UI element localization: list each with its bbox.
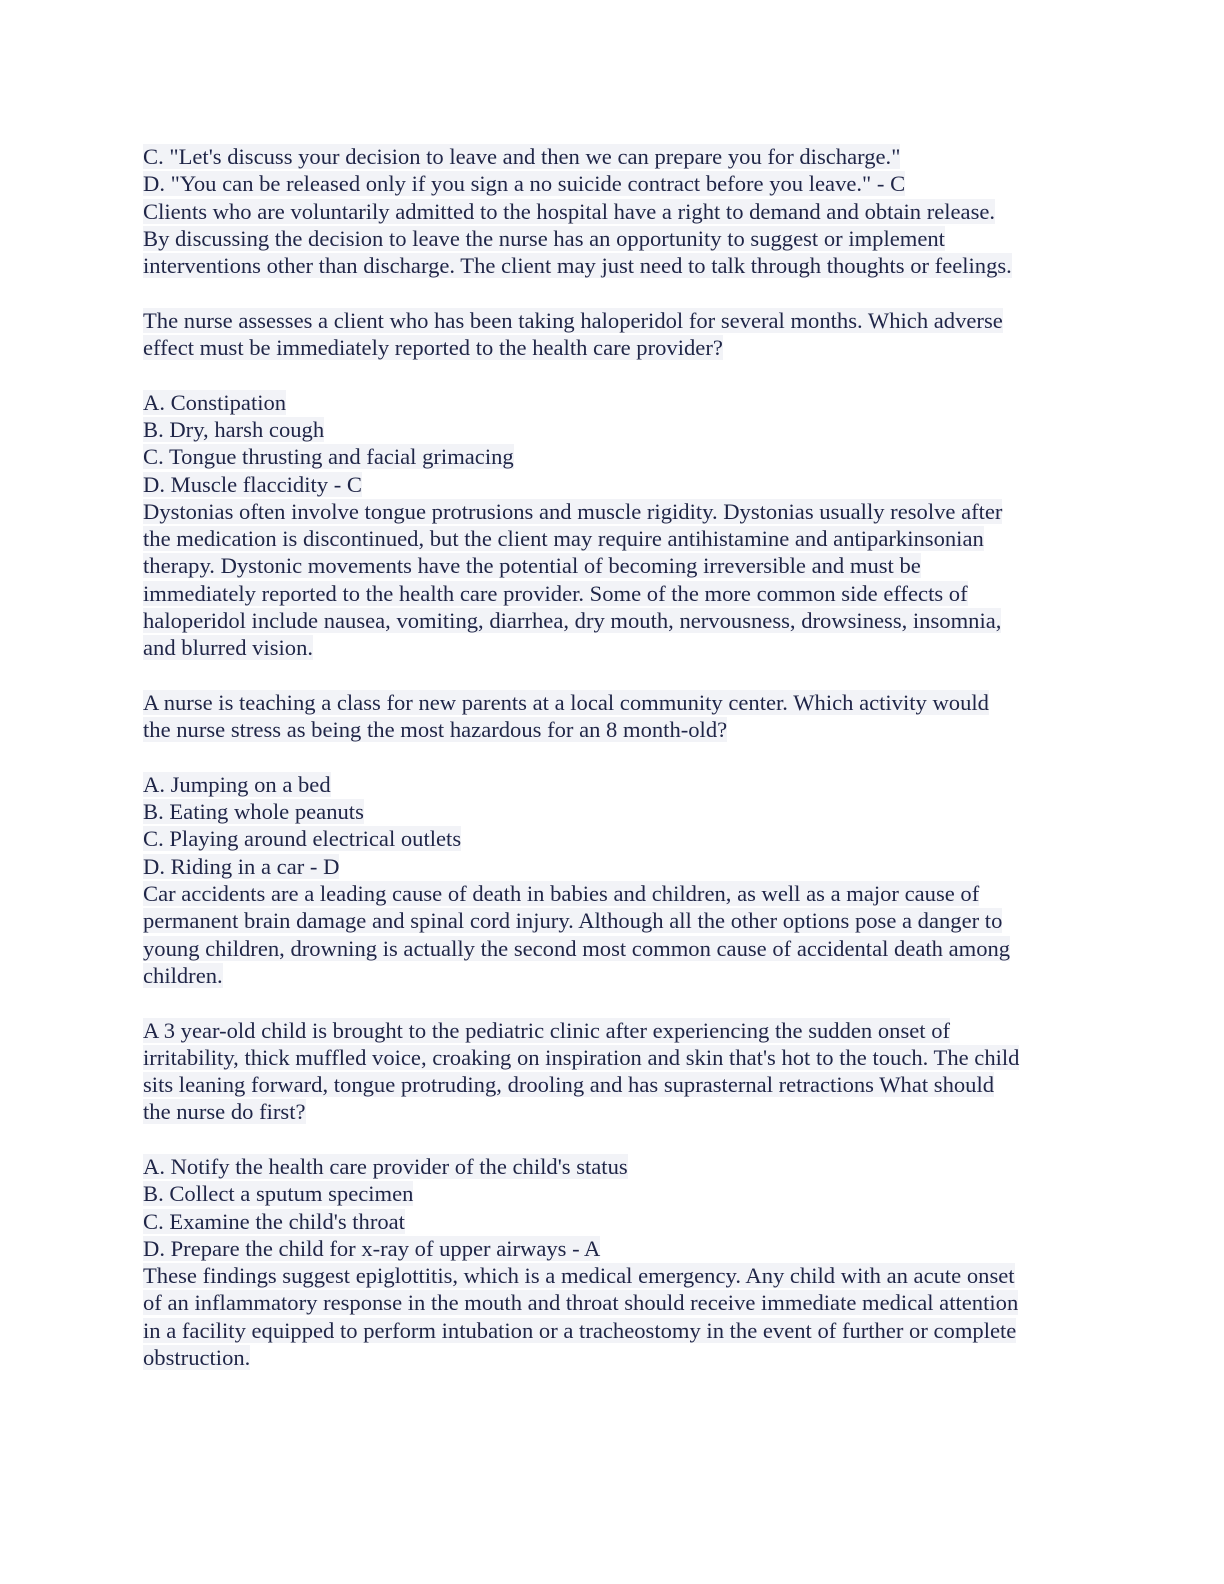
text-line: in a facility equipped to perform intubation or a tracheostomy in the event of further or complete — [143, 1317, 1017, 1343]
answer-option: D. Prepare the child for x-ray of upper airways - A — [143, 1235, 601, 1261]
paragraph-gap — [143, 361, 1083, 388]
text-line: sits leaning forward, tongue protruding, drooling and has suprasternal retractions What should — [143, 1072, 995, 1098]
paragraph-gap — [143, 662, 1083, 689]
text-line: interventions other than discharge. The client may just need to talk through thoughts or feelings. — [143, 253, 1012, 279]
text-line: immediately reported to the health care provider. Some of the more common side effects of — [143, 580, 968, 606]
text-line: therapy. Dystonic movements have the potential of becoming irreversible and must be — [143, 553, 921, 579]
answer-options — [143, 143, 1083, 198]
text-line: The nurse assesses a client who has been taking haloperidol for several months. Which adverse — [143, 307, 1003, 333]
rationale-paragraph — [143, 880, 1083, 989]
rationale-paragraph — [143, 498, 1083, 662]
answer-option: B. Dry, harsh cough — [143, 416, 325, 442]
document-page — [143, 143, 1083, 1371]
answer-option: C. Tongue thrusting and facial grimacing — [143, 444, 514, 470]
answer-option: A. Constipation — [143, 389, 287, 415]
answer-option: D. Riding in a car - D — [143, 853, 340, 879]
answer-option: B. Eating whole peanuts — [143, 799, 364, 825]
text-line: irritability, thick muffled voice, croaking on inspiration and skin that's hot to the touch. The child — [143, 1044, 1020, 1070]
text-line: A 3 year-old child is brought to the pediatric clinic after experiencing the sudden onset of — [143, 1017, 951, 1043]
text-line: Clients who are voluntarily admitted to the hospital have a right to demand and obtain release. — [143, 198, 996, 224]
text-line: the nurse stress as being the most hazardous for an 8 month-old? — [143, 717, 728, 743]
answer-option: C. "Let's discuss your decision to leave and then we can prepare you for discharge." — [143, 144, 901, 169]
text-line: permanent brain damage and spinal cord injury. Although all the other options pose a danger to — [143, 908, 1003, 934]
paragraph-gap — [143, 279, 1083, 306]
text-line: A nurse is teaching a class for new parents at a local community center. Which activity would — [143, 689, 989, 715]
answer-option: A. Jumping on a bed — [143, 771, 331, 797]
answer-option: C. Examine the child's throat — [143, 1208, 405, 1234]
answer-option: D. Muscle flaccidity - C — [143, 471, 362, 497]
text-line: young children, drowning is actually the second most common cause of accidental death among — [143, 935, 1011, 961]
question-paragraph — [143, 307, 1083, 362]
text-line: the medication is discontinued, but the client may require antihistamine and antiparkinsonian — [143, 526, 984, 552]
question-paragraph — [143, 1017, 1083, 1126]
answer-option: A. Notify the health care provider of the child's status — [143, 1153, 628, 1179]
rationale-paragraph — [143, 198, 1083, 280]
text-line: the nurse do first? — [143, 1099, 306, 1125]
answer-options — [143, 1153, 1083, 1262]
paragraph-gap — [143, 1126, 1083, 1153]
text-line: and blurred vision. — [143, 635, 314, 661]
question-paragraph — [143, 689, 1083, 744]
text-line: By discussing the decision to leave the nurse has an opportunity to suggest or implement — [143, 225, 945, 251]
paragraph-gap — [143, 744, 1083, 771]
text-line: obstruction. — [143, 1345, 251, 1371]
text-line: Car accidents are a leading cause of death in babies and children, as well as a major cause of — [143, 881, 980, 907]
answer-options — [143, 771, 1083, 880]
text-line: children. — [143, 962, 223, 988]
text-line: These findings suggest epiglottitis, which is a medical emergency. Any child with an acute onset — [143, 1263, 1015, 1289]
answer-options — [143, 389, 1083, 498]
answer-option: D. "You can be released only if you sign a no suicide contract before you leave." - C — [143, 171, 906, 197]
answer-option: C. Playing around electrical outlets — [143, 826, 462, 852]
text-line: effect must be immediately reported to the health care provider? — [143, 335, 723, 361]
text-line: Dystonias often involve tongue protrusions and muscle rigidity. Dystonias usually resolve after — [143, 498, 1003, 524]
paragraph-gap — [143, 989, 1083, 1016]
text-line: haloperidol include nausea, vomiting, diarrhea, dry mouth, nervousness, drowsiness, insomnia, — [143, 608, 1002, 634]
answer-option: B. Collect a sputum specimen — [143, 1181, 414, 1207]
rationale-paragraph — [143, 1262, 1083, 1371]
text-line: of an inflammatory response in the mouth and throat should receive immediate medical attention — [143, 1290, 1019, 1316]
